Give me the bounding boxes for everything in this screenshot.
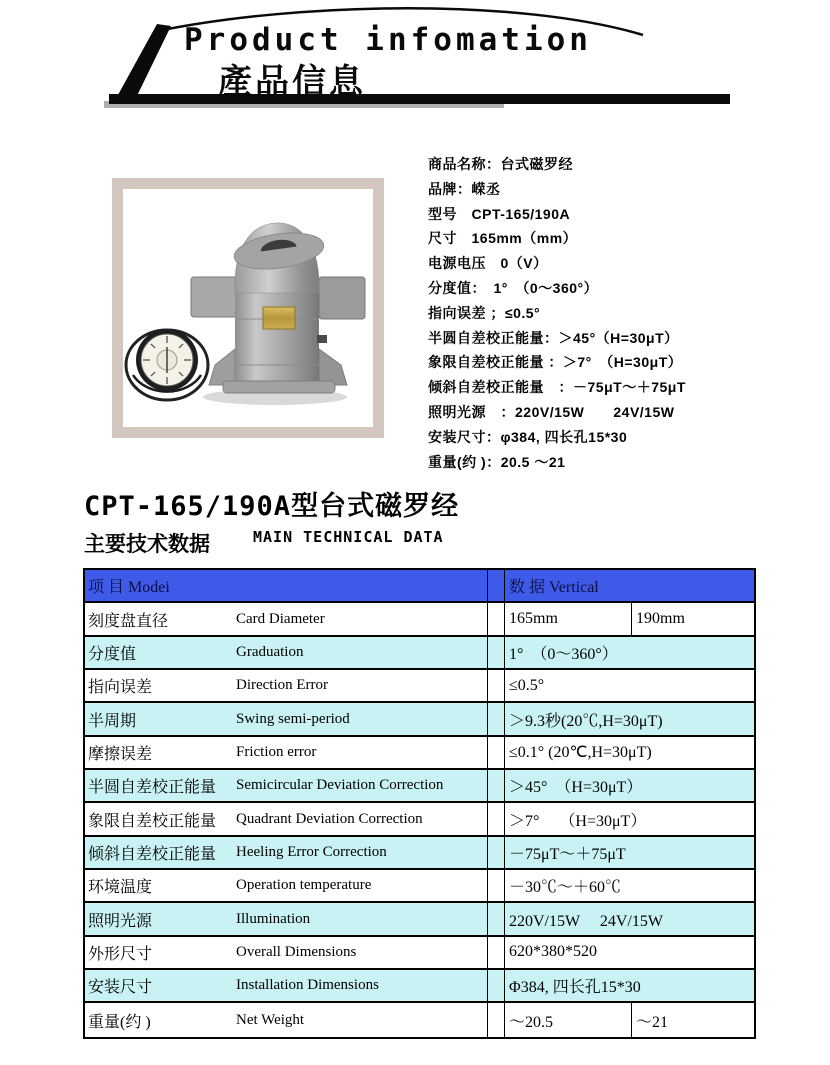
spec-value-165: ～20.5 bbox=[509, 1013, 554, 1031]
spec-value-cells bbox=[505, 737, 754, 768]
spec-value-165: －75μT～＋75μT bbox=[509, 845, 626, 863]
product-info-line: 照明光源 ：220V/15W 24V/15W bbox=[428, 403, 675, 420]
spec-name-chinese: 重量(约 ) bbox=[88, 1013, 151, 1031]
spec-value-cells bbox=[505, 670, 754, 701]
product-info-line: 指向误差 ；≤0.5° bbox=[428, 304, 541, 321]
product-info-line: 安装尺寸：φ384, 四长孔15*30 bbox=[428, 428, 628, 445]
spec-value-190: 190mm bbox=[631, 603, 754, 634]
spec-name-english: Card Diameter bbox=[236, 610, 325, 627]
product-info-line: 象限自差校正能量 ：＞7° （H=30μT） bbox=[428, 354, 683, 371]
header-bar bbox=[109, 94, 730, 104]
table-header-item-label: 项 目 Modei bbox=[88, 579, 170, 597]
spec-name-cell bbox=[85, 670, 487, 701]
spec-name-cell bbox=[85, 603, 487, 634]
spec-value-cells bbox=[505, 970, 754, 1001]
product-photo bbox=[123, 189, 373, 427]
spec-name-english: Swing semi-period bbox=[236, 710, 350, 727]
base-flange-right bbox=[319, 349, 347, 385]
product-info-line: 倾斜自差校正能量 ：－75μT～＋75μT bbox=[428, 379, 686, 396]
spec-name-chinese: 摩擦误差 bbox=[88, 745, 153, 763]
table-body bbox=[85, 603, 754, 1036]
product-info-line: 重量(约 )：20.5 ～21 bbox=[428, 453, 566, 470]
spec-value-cells bbox=[505, 870, 754, 901]
spec-value-cells bbox=[505, 937, 754, 968]
spec-value-190: ～21 bbox=[631, 1003, 754, 1036]
spec-value-cells bbox=[505, 603, 754, 634]
column-gap bbox=[487, 970, 505, 1001]
column-gap bbox=[487, 903, 505, 934]
spec-name-english: Heeling Error Correction bbox=[236, 843, 387, 860]
spec-value-165: ＞7° （H=30μT） bbox=[509, 812, 647, 830]
spec-name-english: Semicircular Deviation Correction bbox=[236, 777, 444, 794]
table-row bbox=[85, 637, 754, 670]
spec-value-cells bbox=[505, 770, 754, 801]
spec-value-165: 620*380*520 bbox=[509, 943, 597, 961]
table-row bbox=[85, 803, 754, 836]
spec-name-chinese: 安装尺寸 bbox=[88, 979, 153, 997]
spec-value-cells bbox=[505, 803, 754, 834]
product-info-list bbox=[428, 152, 818, 474]
brass-plaque bbox=[263, 307, 295, 329]
subtitle-english: MAIN TECHNICAL DATA bbox=[253, 528, 444, 546]
spec-name-chinese: 倾斜自差校正能量 bbox=[88, 845, 217, 863]
spec-name-english: Overall Dimensions bbox=[236, 943, 357, 960]
spec-name-cell bbox=[85, 837, 487, 868]
compass-illustration bbox=[123, 189, 373, 427]
product-photo-frame bbox=[112, 178, 384, 438]
product-info-line: 电源电压 0（V） bbox=[428, 255, 548, 272]
spec-name-chinese: 分度值 bbox=[88, 645, 137, 663]
table-row bbox=[85, 603, 754, 636]
column-gap bbox=[487, 637, 505, 668]
table-row bbox=[85, 703, 754, 736]
spec-name-cell bbox=[85, 1003, 487, 1036]
spec-name-chinese: 照明光源 bbox=[88, 912, 153, 930]
table-header-row bbox=[85, 570, 754, 603]
table-row bbox=[85, 737, 754, 770]
spec-value-cells bbox=[505, 903, 754, 934]
spec-name-chinese: 半圆自差校正能量 bbox=[88, 779, 217, 797]
column-gap bbox=[487, 603, 505, 634]
product-info-line: 型号 CPT-165/190A bbox=[428, 205, 571, 222]
spec-name-english: Net Weight bbox=[236, 1011, 305, 1028]
spec-name-chinese: 指向误差 bbox=[88, 679, 153, 697]
product-info-line: 商品名称：台式磁罗经 bbox=[428, 156, 573, 172]
subtitle-chinese: 主要技术数据 bbox=[84, 533, 210, 556]
spec-name-english: Friction error bbox=[236, 743, 317, 760]
spec-value-165: ＞9.3秒(20℃,H=30μT) bbox=[509, 712, 663, 730]
table-row bbox=[85, 903, 754, 936]
compass-card bbox=[126, 329, 208, 400]
spec-name-chinese: 半周期 bbox=[88, 712, 137, 730]
base-plinth bbox=[223, 381, 335, 393]
spec-name-english: Quadrant Deviation Correction bbox=[236, 810, 423, 827]
table-header-data-cell: 数 据 Vertical bbox=[509, 579, 599, 597]
section-subtitle bbox=[84, 528, 444, 558]
product-info-line: 品牌：嵘丞 bbox=[428, 180, 501, 197]
spec-value-cells bbox=[505, 637, 754, 668]
spec-name-cell bbox=[85, 770, 487, 801]
product-info-line: 分度值： 1° （0～360°） bbox=[428, 279, 599, 296]
spec-name-cell bbox=[85, 637, 487, 668]
spec-value-165: ≤0.5° bbox=[509, 676, 545, 694]
spec-name-english: Installation Dimensions bbox=[236, 977, 379, 994]
right-corrector-box bbox=[319, 277, 365, 319]
table-row bbox=[85, 670, 754, 703]
spec-name-english: Operation temperature bbox=[236, 877, 372, 894]
technical-data-table bbox=[83, 568, 756, 1039]
spec-name-english: Illumination bbox=[236, 910, 311, 927]
column-gap bbox=[487, 937, 505, 968]
header-slash-shape bbox=[113, 24, 171, 104]
column-gap bbox=[487, 570, 505, 601]
column-gap bbox=[487, 737, 505, 768]
spec-name-chinese: 象限自差校正能量 bbox=[88, 812, 217, 830]
spec-name-english: Direction Error bbox=[236, 677, 329, 694]
spec-name-cell bbox=[85, 870, 487, 901]
side-knob bbox=[317, 335, 327, 343]
product-info-line: 半圆自差校正能量：＞45°（H=30μT） bbox=[428, 329, 679, 346]
base-flange-left bbox=[209, 349, 235, 385]
spec-name-cell bbox=[85, 703, 487, 734]
spec-value-165: －30℃～＋60℃ bbox=[509, 879, 622, 897]
spec-value-cells bbox=[505, 703, 754, 734]
spec-name-chinese: 环境温度 bbox=[88, 879, 153, 897]
spec-name-chinese: 刻度盘直径 bbox=[88, 612, 169, 630]
spec-name-cell bbox=[85, 937, 487, 968]
column-gap bbox=[487, 670, 505, 701]
column-gap bbox=[487, 870, 505, 901]
column-gap bbox=[487, 703, 505, 734]
product-info-line: 尺寸 165mm（mm） bbox=[428, 230, 578, 247]
table-row bbox=[85, 937, 754, 970]
spec-value-165: 1° （0～360°） bbox=[509, 645, 618, 663]
column-gap bbox=[487, 837, 505, 868]
table-row bbox=[85, 970, 754, 1003]
column-gap bbox=[487, 803, 505, 834]
spec-name-cell bbox=[85, 970, 487, 1001]
table-header-item-cell bbox=[85, 570, 487, 601]
spec-name-cell bbox=[85, 803, 487, 834]
table-row bbox=[85, 870, 754, 903]
spec-name-cell bbox=[85, 903, 487, 934]
spec-name-chinese: 外形尺寸 bbox=[88, 945, 153, 963]
binnacle-body bbox=[235, 289, 319, 381]
spec-value-165: ＞45° （H=30μT） bbox=[509, 779, 643, 797]
spec-value-165: 220V/15W 24V/15W bbox=[509, 912, 663, 930]
model-title: CPT-165/190A型台式磁罗经 bbox=[84, 491, 460, 522]
spec-value-cells bbox=[505, 1003, 754, 1036]
spec-name-english: Graduation bbox=[236, 643, 304, 660]
spec-name-cell bbox=[85, 737, 487, 768]
header-banner-graphic bbox=[0, 0, 830, 130]
table-row bbox=[85, 770, 754, 803]
spec-value-165: ≤0.1° (20℃,H=30μT) bbox=[509, 744, 652, 762]
table-row bbox=[85, 1003, 754, 1036]
header-title-english: Product infomation bbox=[184, 22, 592, 58]
column-gap bbox=[487, 770, 505, 801]
spec-value-165: Φ384, 四长孔15*30 bbox=[509, 979, 641, 997]
spec-value-165: 165mm bbox=[509, 610, 558, 628]
table-row bbox=[85, 837, 754, 870]
left-corrector-box bbox=[191, 277, 237, 317]
header-title-chinese: 產品信息 bbox=[218, 63, 366, 101]
spec-value-cells bbox=[505, 837, 754, 868]
column-gap bbox=[487, 1003, 505, 1036]
